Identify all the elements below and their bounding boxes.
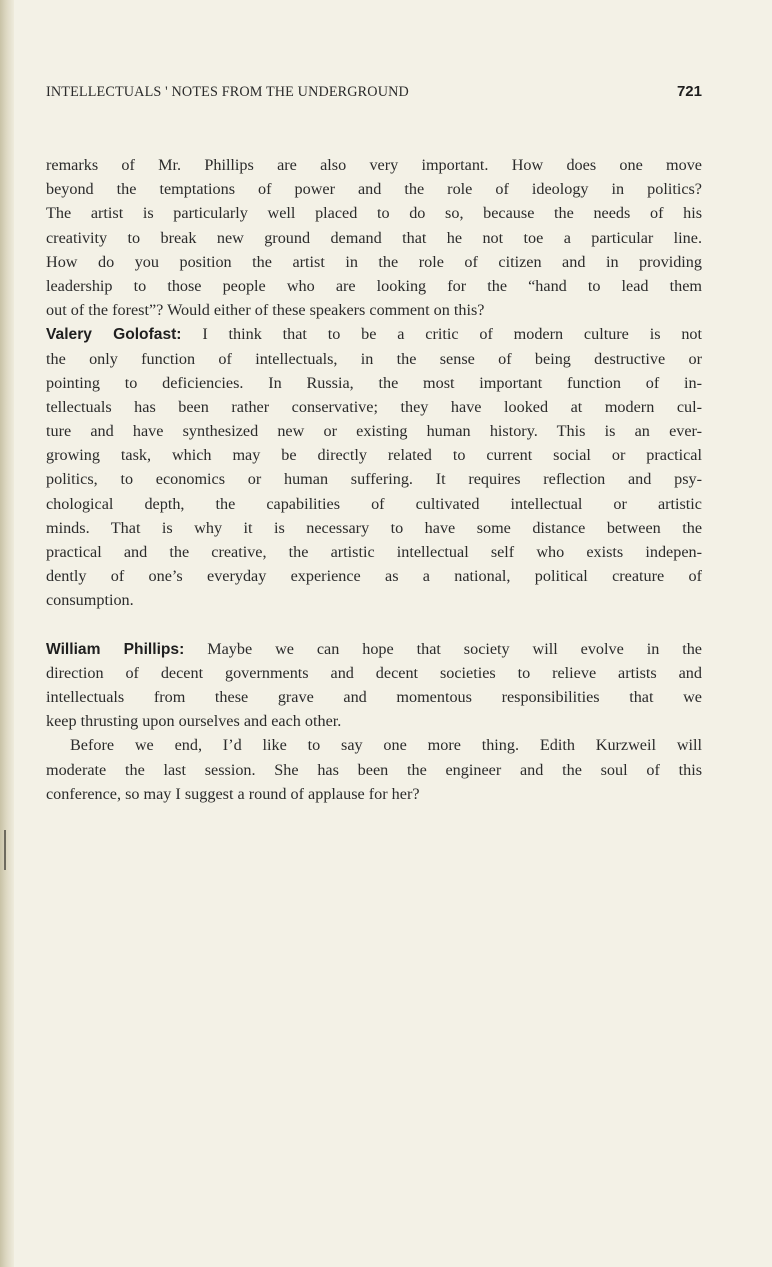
text-line: leadership to those people who are looking for the “hand to lead them: [46, 276, 702, 295]
gutter-mark: [4, 830, 6, 870]
text-line: How do you position the artist in the role of citizen and in providing: [46, 252, 702, 271]
speaker-name: William Phillips:: [46, 640, 185, 658]
paragraph-golofast: [46, 322, 702, 612]
paragraph-gap: [46, 613, 702, 637]
paragraph-question: [46, 153, 702, 322]
text-line: consumption.: [46, 591, 134, 610]
text-span: I think that to be a critic of modern culture is not: [181, 325, 702, 344]
text-line: conference, so may I suggest a round of applause for her?: [46, 784, 420, 803]
speaker-name: Valery Golofast:: [46, 326, 182, 344]
text-line: chological depth, the capabilities of cultivated intellectual or artistic: [46, 494, 702, 513]
text-line: [46, 322, 702, 346]
text-line: beyond the temptations of power and the role of ideology in politics?: [46, 180, 702, 199]
text-line: remarks of Mr. Phillips are also very important. How does one move: [46, 156, 702, 174]
text-span: Maybe we can hope that society will evolve in the: [184, 639, 702, 658]
paragraph-phillips: [46, 637, 702, 734]
text-line: Before we end, I’d like to say one more thing. Edith Kurzweil will: [70, 736, 702, 755]
text-line: moderate the last session. She has been the engineer and the soul of this: [46, 760, 702, 779]
text-line: practical and the creative, the artistic intellectual self who exists indepen-: [46, 543, 702, 561]
page-body: [46, 153, 702, 806]
text-line: out of the forest”? Would either of these speakers comment on this?: [46, 301, 485, 320]
text-line: politics, to economics or human suffering. It requires reflection and psy-: [46, 470, 702, 489]
text-line: dently of one’s everyday experience as a national, political creature of: [46, 567, 702, 586]
page-gutter-shadow: [0, 0, 14, 1267]
text-line: minds. That is why it is necessary to have some distance between the: [46, 518, 702, 537]
text-line: pointing to deficiencies. In Russia, the most important function of in-: [46, 373, 702, 392]
text-line: intellectuals from these grave and momentous responsibilities that we: [46, 687, 702, 706]
text-line: keep thrusting upon ourselves and each other.: [46, 712, 342, 731]
text-line: growing task, which may be directly related to current social or practical: [46, 446, 702, 465]
text-line: tellectuals has been rather conservative; they have looked at modern cul-: [46, 397, 702, 416]
text-line: creativity to break new ground demand that he not toe a particular line.: [46, 228, 702, 247]
running-head: [46, 84, 702, 108]
page-number: 721: [676, 83, 702, 100]
text-line: direction of decent governments and decent societies to relieve artists and: [46, 663, 702, 682]
text-line: [46, 637, 702, 661]
text-line: the only function of intellectuals, in the sense of being destructive or: [46, 349, 702, 368]
text-line: ture and have synthesized new or existing human history. This is an ever-: [46, 422, 702, 441]
text-line: The artist is particularly well placed to do so, because the needs of his: [46, 204, 702, 223]
paragraph-closing: [46, 733, 702, 806]
running-title: INTELLECTUALS ' NOTES FROM THE UNDERGROUND: [46, 84, 409, 100]
